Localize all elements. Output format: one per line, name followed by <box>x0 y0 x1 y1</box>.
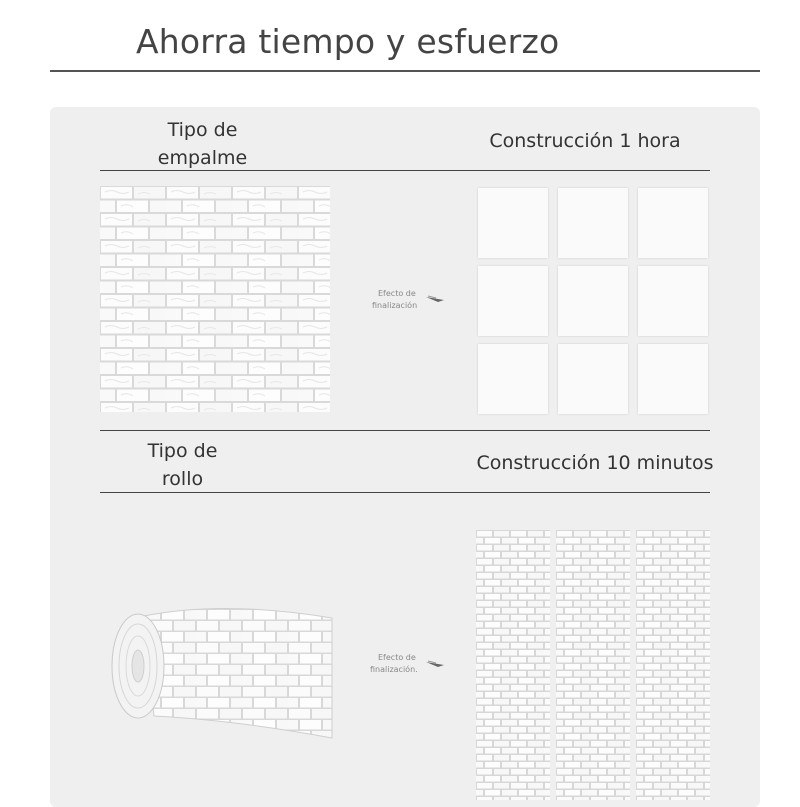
section1-bottom-divider <box>100 430 710 431</box>
completion-effect-2-line2: finalización. <box>370 665 418 674</box>
brick-panel-graphic <box>100 186 330 412</box>
grid-tile <box>638 266 708 336</box>
construction-1-hour-label: Construcción 1 hora <box>489 130 681 152</box>
splice-type-label-line2: empalme <box>157 147 248 169</box>
grid-tile <box>558 344 628 414</box>
grid-tile <box>558 188 628 258</box>
grid-tile <box>478 188 548 258</box>
roll-type-label-line1: Tipo de <box>147 440 218 462</box>
grid-tile <box>638 344 708 414</box>
grid-tile <box>558 266 628 336</box>
completion-effect-1-line1: Efecto de <box>378 289 416 298</box>
title-divider <box>50 70 760 72</box>
wall-strip <box>476 530 550 800</box>
completion-effect-label-1 <box>372 288 428 312</box>
wallpaper-roll-graphic <box>104 598 334 748</box>
page-title: Ahorra tiempo y esfuerzo <box>136 22 560 61</box>
grid-tile <box>478 266 548 336</box>
construction-10-min-label: Construcción 10 minutos <box>476 452 714 474</box>
roll-image <box>104 598 334 748</box>
completion-effect-1-line2: finalización <box>372 301 418 310</box>
grid-tile <box>478 344 548 414</box>
completion-effect-label-2 <box>370 652 430 676</box>
grid-tile <box>638 188 708 258</box>
roll-type-label <box>120 437 245 493</box>
section1-divider <box>100 170 710 171</box>
wall-strip <box>636 530 710 800</box>
splice-type-label <box>140 116 265 172</box>
splice-type-label-line1: Tipo de <box>167 119 238 141</box>
arrow-icon <box>424 660 448 668</box>
arrow-icon <box>424 295 448 303</box>
section2-divider <box>100 492 710 493</box>
splice-panel-image <box>100 186 330 412</box>
completion-effect-2-line1: Efecto de <box>378 653 416 662</box>
wall-strip <box>556 530 630 800</box>
roll-type-label-line2: rollo <box>161 468 204 490</box>
